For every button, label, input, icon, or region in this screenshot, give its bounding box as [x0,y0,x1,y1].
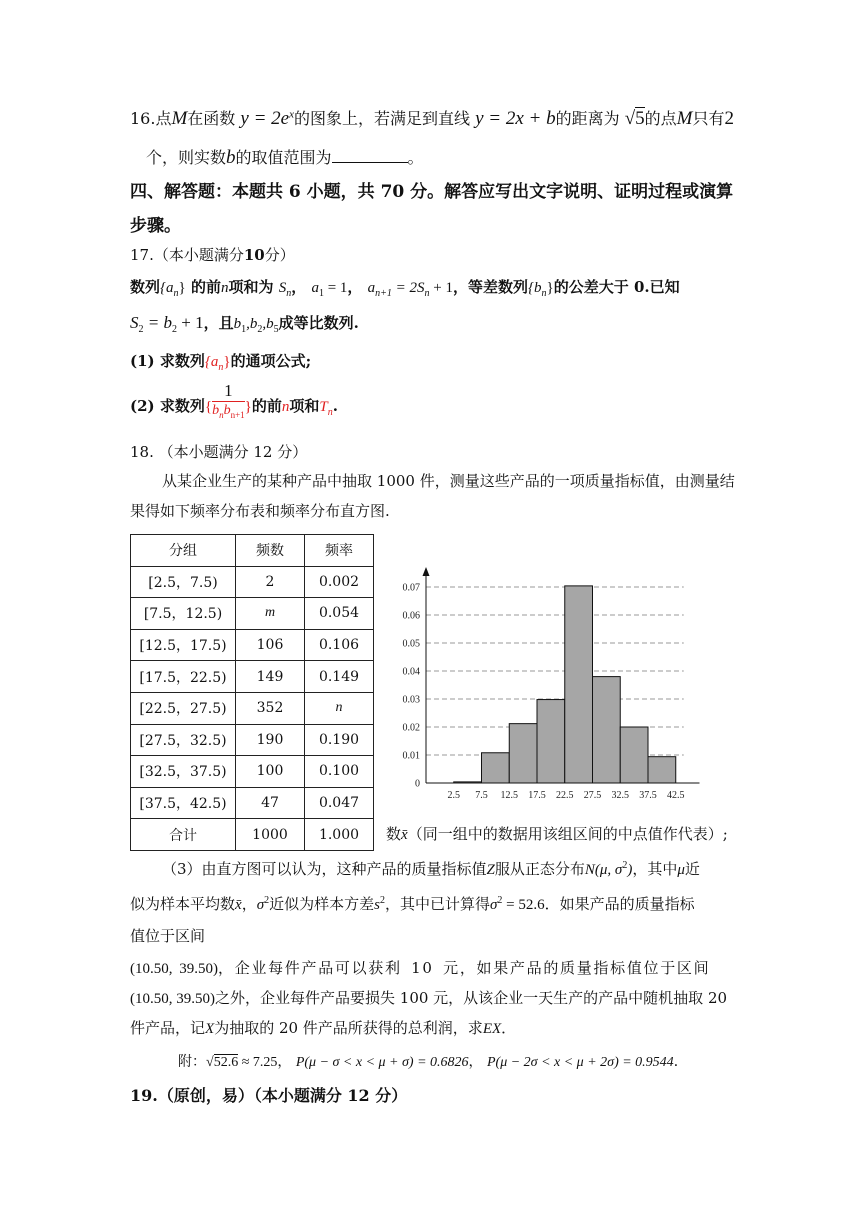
table-cell: 1000 [236,819,305,851]
table-cell: 合计 [131,819,236,851]
histogram-bar [537,700,565,783]
table-cell: [17.5，22.5) [131,661,236,693]
q16-line2: 个，则实数b的取值范围为 。 [146,147,424,168]
table-cell: 0.149 [305,661,374,693]
x-tick-label: 37.5 [639,790,657,801]
table-cell: 190 [236,724,305,756]
table-cell: 106 [236,629,305,661]
y-tick-label: 0.01 [402,750,420,762]
histogram-bar [482,753,510,783]
y-tick-label: 0.03 [402,694,420,706]
table-row [131,819,374,851]
x-tick-label: 42.5 [667,790,685,801]
table-cell: [37.5，42.5) [131,787,236,819]
q18-intro-2: 果得如下频率分布表和频率分布直方图. [130,502,390,520]
table-cell: n [305,692,374,724]
table-cell: [2.5，7.5) [131,566,236,598]
table-row [131,756,374,788]
sqrt-five: √5 [624,108,645,129]
table-cell: 352 [236,692,305,724]
table-row [131,724,374,756]
y-tick-label: 0.05 [402,638,420,650]
histogram [382,562,702,802]
q18-part3-line4: (10.50, 39.50)，企业每件产品可以获利 10 元，如果产品的质量指标值位于区间 [130,959,711,977]
q18-intro-1: 从某企业生产的某种产品中抽取 1000 件，测量这些产品的一项质量指标值，由测量结 [162,472,735,490]
table-cell: 0.100 [305,756,374,788]
fraction: $\frac{1}{b_nb_{n+1}}$ [212,381,245,420]
y-tick-label: 0.07 [402,582,420,594]
table-row [131,787,374,819]
x-tick-label: 2.5 [447,790,460,801]
table-row [131,661,374,693]
table-cell: 分组 [131,535,236,567]
table-cell: 47 [236,787,305,819]
table-row [131,629,374,661]
table-cell: 0.047 [305,787,374,819]
q17-line1: 数列$\{a_n\}$ 的前n项和为 $S_n$， $a_1 = 1$， $a_{n+1} = 2S_n + 1$，等差数列$\{b_n\}$的公差大于 0.已知 [130,278,680,299]
q18-part3-line6: 件产品，记X为抽取的 20 件产品所获得的总利润，求EX． [130,1019,517,1037]
histogram-bar [565,586,593,783]
table-cell: [27.5，32.5) [131,724,236,756]
histogram-bar [648,757,676,783]
q18-heading: 18. （本小题满分 12 分） [130,443,308,461]
answer-blank [332,148,408,163]
q16-line1: 16.点M在函数 $y = 2e^x$的图象上，若满足到直线 y = 2x + b的距离为 √5的点M只有2 [130,108,734,129]
histogram-caption: 数x̄（同一组中的数据用该组区间的中点值作代表）; [386,825,728,843]
y-tick-label: 0.04 [402,666,420,678]
x-tick-label: 22.5 [556,790,574,801]
table-cell: m [236,598,305,630]
table-row [131,566,374,598]
q18-part3-line2: 似为样本平均数x̄，$\sigma^2$近似为样本方差$s^2$，其中已计算得$\sigma^2 = 52.6$．如果产品的质量指标 [130,895,695,913]
table-cell: 1.000 [305,819,374,851]
q18-part3-line3: 值位于区间 [130,927,206,945]
table-cell: 2 [236,566,305,598]
x-tick-label: 12.5 [500,790,518,801]
histogram-bar [509,724,537,783]
table-cell: 100 [236,756,305,788]
table-cell: 频数 [236,535,305,567]
x-tick-label: 17.5 [528,790,546,801]
histogram-bar [593,677,621,783]
table-cell: [32.5，37.5) [131,756,236,788]
section-heading-cont: 步骤。 [130,216,181,236]
table-cell: 149 [236,661,305,693]
table-row [131,598,374,630]
y-tick-label: 0.06 [402,610,420,622]
q17-line2: $S_2 = b_2 + 1$，且$b_1,b_2,b_5$成等比数列. [130,313,359,335]
table-cell: 频率 [305,535,374,567]
q17-heading: 17.（本小题满分10分） [130,246,295,264]
q18-part3-line1: （3）由直方图可以认为，这种产品的质量指标值Z服从正态分布N(μ, $\sigma^2$)，其中μ近 [162,860,700,878]
table-cell: 0.190 [305,724,374,756]
q18-part3-line5: (10.50, 39.50)之外，企业每件产品要损失 100 元，从该企业一天生产的产品中随机抽取 20 [130,989,728,1007]
q18-note: 附：√52.6 ≈ 7.25， P(μ − σ < x < μ + σ) = 0.6826， P(μ − 2σ < x < μ + 2σ) = 0.9544． [178,1054,688,1070]
y-axis-arrow [423,567,430,576]
table-row [131,692,374,724]
frequency-table [130,534,374,851]
x-tick-label: 32.5 [611,790,629,801]
x-tick-label: 7.5 [475,790,488,801]
section-heading: 四、解答题：本题共 6 小题，共 70 分。解答应写出文字说明、证明过程或演算 [130,182,734,202]
y-tick-label: 0.02 [402,722,420,734]
x-tick-label: 27.5 [583,790,602,801]
q19-heading: 19.（原创，易）（本小题满分 12 分） [130,1086,408,1105]
table-cell: 0.054 [305,598,374,630]
histogram-bar [620,727,648,783]
q17-part1: (1) 求数列$\{a_n\}$的通项公式; [130,352,312,373]
table-cell: [7.5，12.5) [131,598,236,630]
table-header-row [131,535,374,567]
y-tick-label: 0 [415,778,420,790]
table-cell: [22.5，27.5) [131,692,236,724]
table-cell: [12.5，17.5) [131,629,236,661]
q17-part2: (2) 求数列{ $\frac{1}{b_nb_{n+1}}$ }的前n项和$T_n$. [130,381,338,420]
table-cell: 0.002 [305,566,374,598]
table-cell: 0.106 [305,629,374,661]
